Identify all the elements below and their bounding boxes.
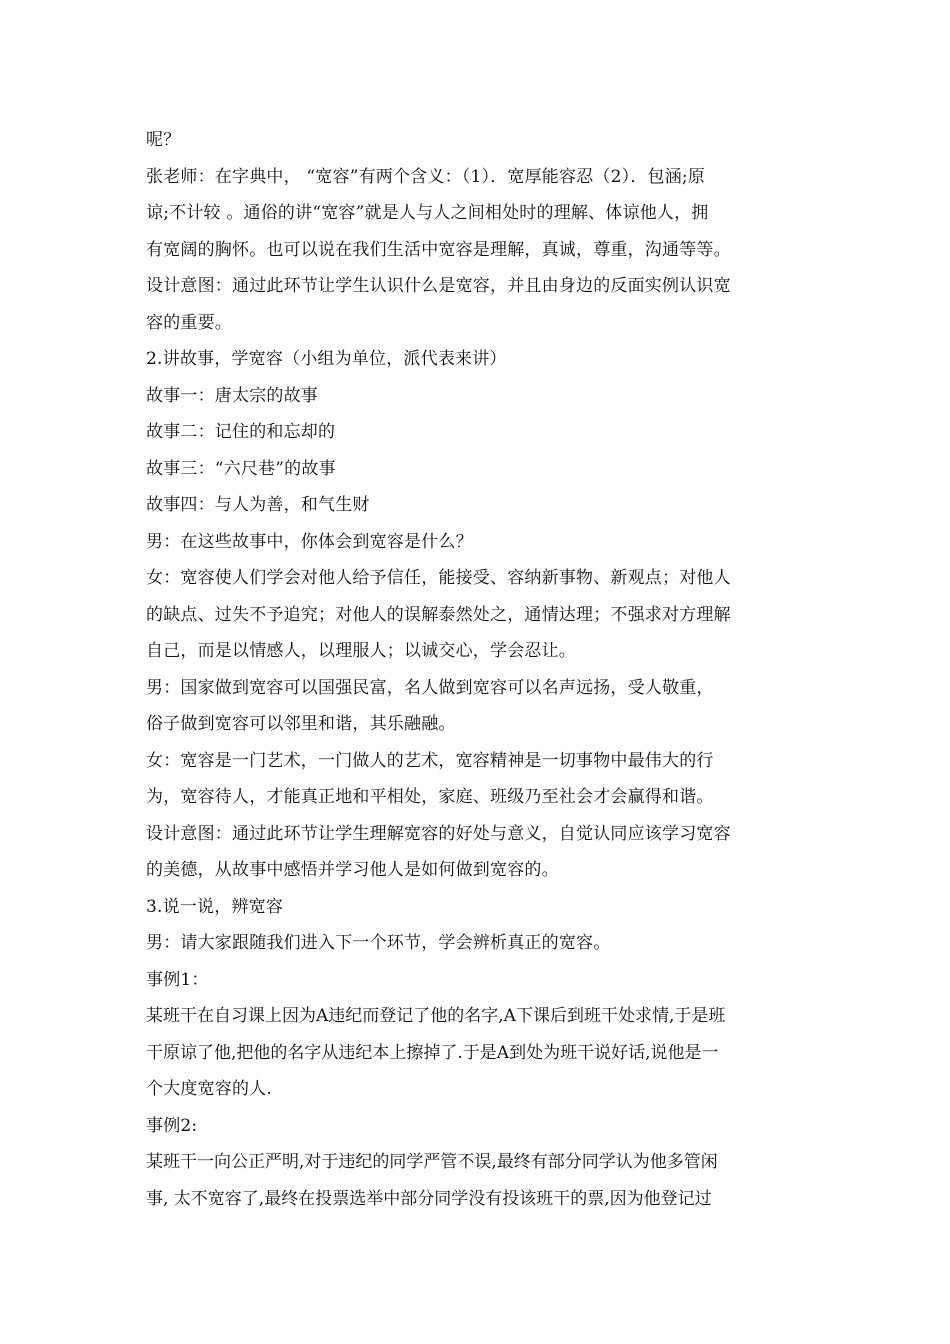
text-line: 男：请大家跟随我们进入下一个环节，学会辨析真正的宽容。 — [146, 933, 611, 953]
text-line: 故事三：“六尺巷”的故事 — [146, 458, 336, 479]
text-line: 为，宽容待人，才能真正地和平相处，家庭、班级乃至社会才会赢得和谐。 — [146, 787, 714, 807]
text-line: 的缺点、过失不予追究；对他人的误解泰然处之，通情达理；不强求对方理解 — [146, 604, 731, 625]
text-line: 谅;不计较 。通俗的讲“宽容”就是人与人之间相处时的理解、体谅他人，拥 — [146, 203, 709, 223]
text-line: 干原谅了他,把他的名字从违纪本上擦掉了.于是A到处为班干说好话,说他是一 — [146, 1042, 719, 1063]
text-line: 有宽阔的胸怀。也可以说在我们生活中宽容是理解，真诚，尊重，沟通等等。 — [146, 239, 731, 260]
text-line: 呢？ — [146, 130, 181, 150]
text-line: 张老师：在字典中， “宽容”有两个含义：（1）．宽厚能容忍（2）．包涵;原 — [146, 166, 706, 187]
example-label: 事例1： — [146, 969, 209, 990]
text-line: 自己，而是以情感人，以理服人；以诚交心，学会忍让。 — [146, 641, 576, 661]
text-line: 女：宽容是一门艺术，一门做人的艺术，宽容精神是一切事物中最伟大的行 — [146, 750, 714, 771]
text-line: 容的重要。 — [146, 312, 232, 333]
section-heading: 3.说一说，辨宽容 — [146, 896, 284, 917]
example-label: 事例2: — [146, 1115, 198, 1136]
text-line: 故事二：记住的和忘却的 — [146, 422, 336, 442]
body-text — [146, 122, 810, 1217]
text-line: 俗子做到宽容可以邻里和谐，其乐融融。 — [146, 714, 456, 734]
text-line: 故事一：唐太宗的故事 — [146, 385, 318, 406]
text-line: 事, 太不宽容了,最终在投票选举中部分同学没有投该班干的票,因为他登记过 — [146, 1188, 712, 1209]
text-line: 个大度宽容的人. — [146, 1079, 273, 1099]
text-line: 某班干一向公正严明,对于违纪的同学严管不误,最终有部分同学认为他多管闲 — [146, 1152, 718, 1172]
text-line: 设计意图：通过此环节让学生理解宽容的好处与意义，自觉认同应该学习宽容 — [146, 823, 731, 844]
section-heading: 2.讲故事，学宽容（小组为单位，派代表来讲） — [146, 349, 507, 369]
text-line: 故事四：与人为善，和气生财 — [146, 495, 370, 515]
text-line: 男：国家做到宽容可以国强民富，名人做到宽容可以名声远扬，受人敬重， — [146, 677, 714, 698]
text-line: 的美德，从故事中感悟并学习他人是如何做到宽容的。 — [146, 860, 559, 880]
text-line: 设计意图：通过此环节让学生认识什么是宽容，并且由身边的反面实例认识宽 — [146, 276, 731, 296]
text-line: 某班干在自习课上因为A违纪而登记了他的名字,A下课后到班干处求情,于是班 — [146, 1006, 726, 1026]
text-line: 女：宽容使人们学会对他人给予信任，能接受、容纳新事物、新观点；对他人 — [146, 568, 731, 588]
text-line: 男：在这些故事中，你体会到宽容是什么？ — [146, 531, 473, 552]
